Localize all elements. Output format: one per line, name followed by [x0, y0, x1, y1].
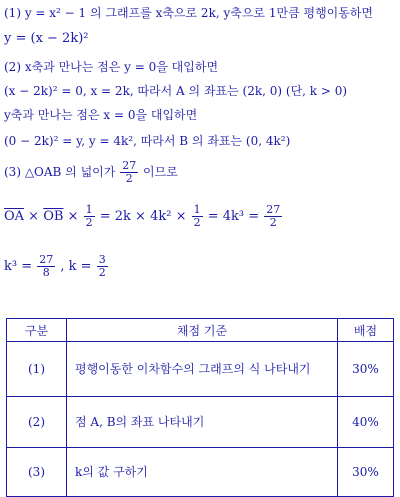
row-id: (3) [7, 448, 67, 497]
equation-middle: = 2k × 4k² × [95, 209, 191, 224]
fraction-numerator: 1 [193, 203, 201, 216]
equation-end: = 4k³ = [203, 209, 264, 224]
row-score: 30% [338, 342, 394, 397]
fraction-denominator: 2 [193, 216, 201, 229]
table-row [7, 397, 394, 448]
row-id: (2) [7, 397, 67, 448]
fraction-numerator: 1 [85, 203, 93, 216]
solution-line-2: y = (x − 2k)² [4, 31, 89, 46]
solution-line-3: (2) x축과 만나는 점은 y = 0을 대입하면 [4, 60, 219, 74]
row-criterion: k의 값 구하기 [67, 448, 338, 497]
fraction-denominator: 8 [42, 266, 50, 279]
times-sign: × [24, 209, 44, 224]
times-sign: × [63, 209, 83, 224]
fraction-27-over-2 [264, 204, 282, 229]
row-criterion: 평행이동한 이차함수의 그래프의 식 나타내기 [67, 342, 338, 397]
solution-line-9 [4, 254, 109, 279]
fraction-numerator: 27 [39, 253, 54, 266]
row-criterion: 점 A, B의 좌표 나타내기 [67, 397, 338, 448]
fraction-numerator: 27 [266, 203, 281, 216]
row-score: 30% [338, 448, 394, 497]
fraction-3-over-2 [97, 254, 108, 279]
solution-line-1: (1) y = x² − 1 의 그래프를 x축으로 2k, y축으로 1만큼 평행이동하면 [4, 6, 374, 20]
header-score: 배점 [338, 319, 394, 342]
fraction-numerator: 27 [122, 159, 137, 172]
fraction-1-over-2 [84, 204, 95, 229]
table-header-row [7, 319, 394, 342]
row-id: (1) [7, 342, 67, 397]
fraction-denominator: 2 [98, 266, 106, 279]
header-category: 구분 [7, 319, 67, 342]
header-criteria: 채점 기준 [67, 319, 338, 342]
fraction-27-over-2 [120, 160, 138, 185]
line-9-prefix: k³ = [4, 259, 37, 274]
line-9-middle: , k = [56, 259, 96, 274]
solution-line-6: (0 − 2k)² = y, y = 4k², 따라서 B 의 좌표는 (0, 4k²) [4, 134, 291, 148]
fraction-numerator: 3 [98, 253, 106, 266]
segment-ob: $\overline{OB}$ [43, 209, 64, 224]
fraction-27-over-8 [37, 254, 55, 279]
solution-line-5: y축과 만나는 점은 x = 0을 대입하면 [4, 108, 198, 122]
fraction-denominator: 2 [269, 216, 277, 229]
line-7-suffix: 이므로 [143, 165, 178, 179]
fraction-denominator: 2 [85, 216, 93, 229]
table-row [7, 342, 394, 397]
grading-criteria-table [6, 318, 394, 497]
row-score: 40% [338, 397, 394, 448]
solution-line-8 [4, 204, 283, 229]
table-row [7, 448, 394, 497]
line-7-prefix: (3) △OAB 의 넓이가 [4, 165, 116, 179]
solution-line-4: (x − 2k)² = 0, x = 2k, 따라서 A 의 좌표는 (2k, 0) (단, k > 0) [4, 84, 348, 98]
fraction-1-over-2 [192, 204, 203, 229]
fraction-denominator: 2 [125, 172, 133, 185]
solution-line-7 [4, 160, 178, 185]
segment-oa: $\overline{OA}$ [4, 209, 25, 224]
